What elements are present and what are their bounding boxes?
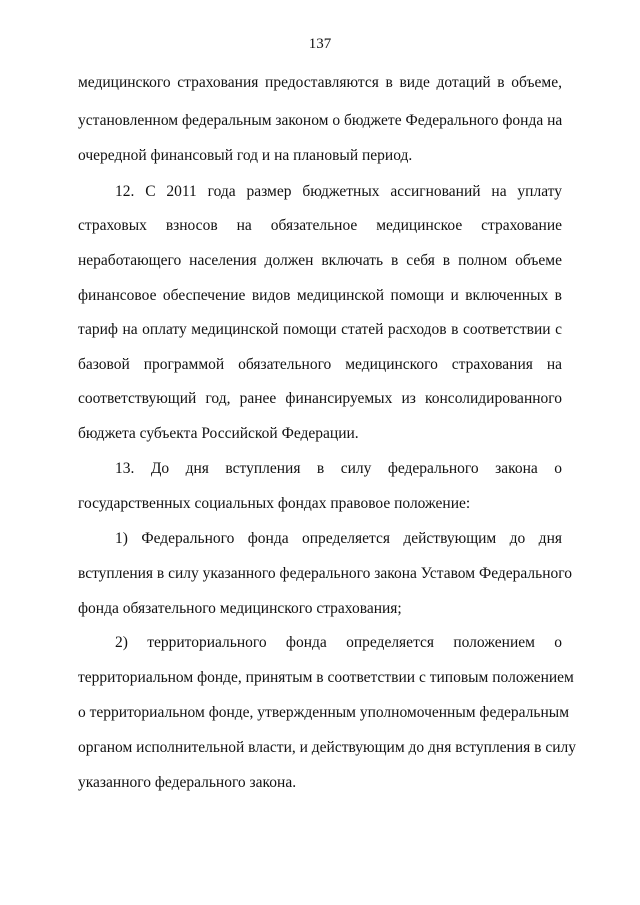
text-line: очередной финансовый год и на плановый период.: [78, 147, 413, 164]
text-line: базовой программой обязательного медицинского страхования на: [78, 356, 562, 373]
text-line: о территориальном фонде, утвержденным уполномоченным федеральным: [78, 704, 570, 721]
text-line: вступления в силу указанного федерального закона Уставом Федерального: [78, 565, 572, 582]
page-number: 137: [308, 36, 332, 52]
text-line: государственных социальных фондах правовое положение:: [78, 495, 471, 512]
text-line: 13. До дня вступления в силу федерального закона о: [115, 460, 562, 477]
text-line: органом исполнительной власти, и действующим до дня вступления в силу: [78, 739, 577, 756]
text-line: неработающего населения должен включать в себя в полном объеме: [78, 252, 562, 269]
text-line: финансовое обеспечение видов медицинской помощи и включенных в: [78, 287, 562, 304]
text-line: указанного федерального закона.: [78, 774, 297, 791]
text-line: тариф на оплату медицинской помощи статей расходов в соответствии с: [78, 321, 562, 338]
text-line: территориальном фонде, принятым в соответствии с типовым положением: [78, 669, 574, 686]
text-line: медицинского страхования предоставляются в виде дотаций в объеме,: [78, 74, 562, 91]
text-line: 1) Федерального фонда определяется действующим до дня: [115, 530, 562, 547]
text-line: 12. С 2011 года размер бюджетных ассигнований на уплату: [115, 183, 562, 200]
text-line: установленном федеральным законом о бюджете Федерального фонда на: [78, 112, 563, 129]
text-line: страховых взносов на обязательное медицинское страхование: [78, 217, 562, 234]
text-line: бюджета субъекта Российской Федерации.: [78, 425, 359, 442]
text-line: 2) территориального фонда определяется положением о: [115, 634, 562, 651]
text-line: соответствующий год, ранее финансируемых из консолидированного: [78, 390, 562, 407]
text-line: фонда обязательного медицинского страхования;: [78, 600, 402, 617]
